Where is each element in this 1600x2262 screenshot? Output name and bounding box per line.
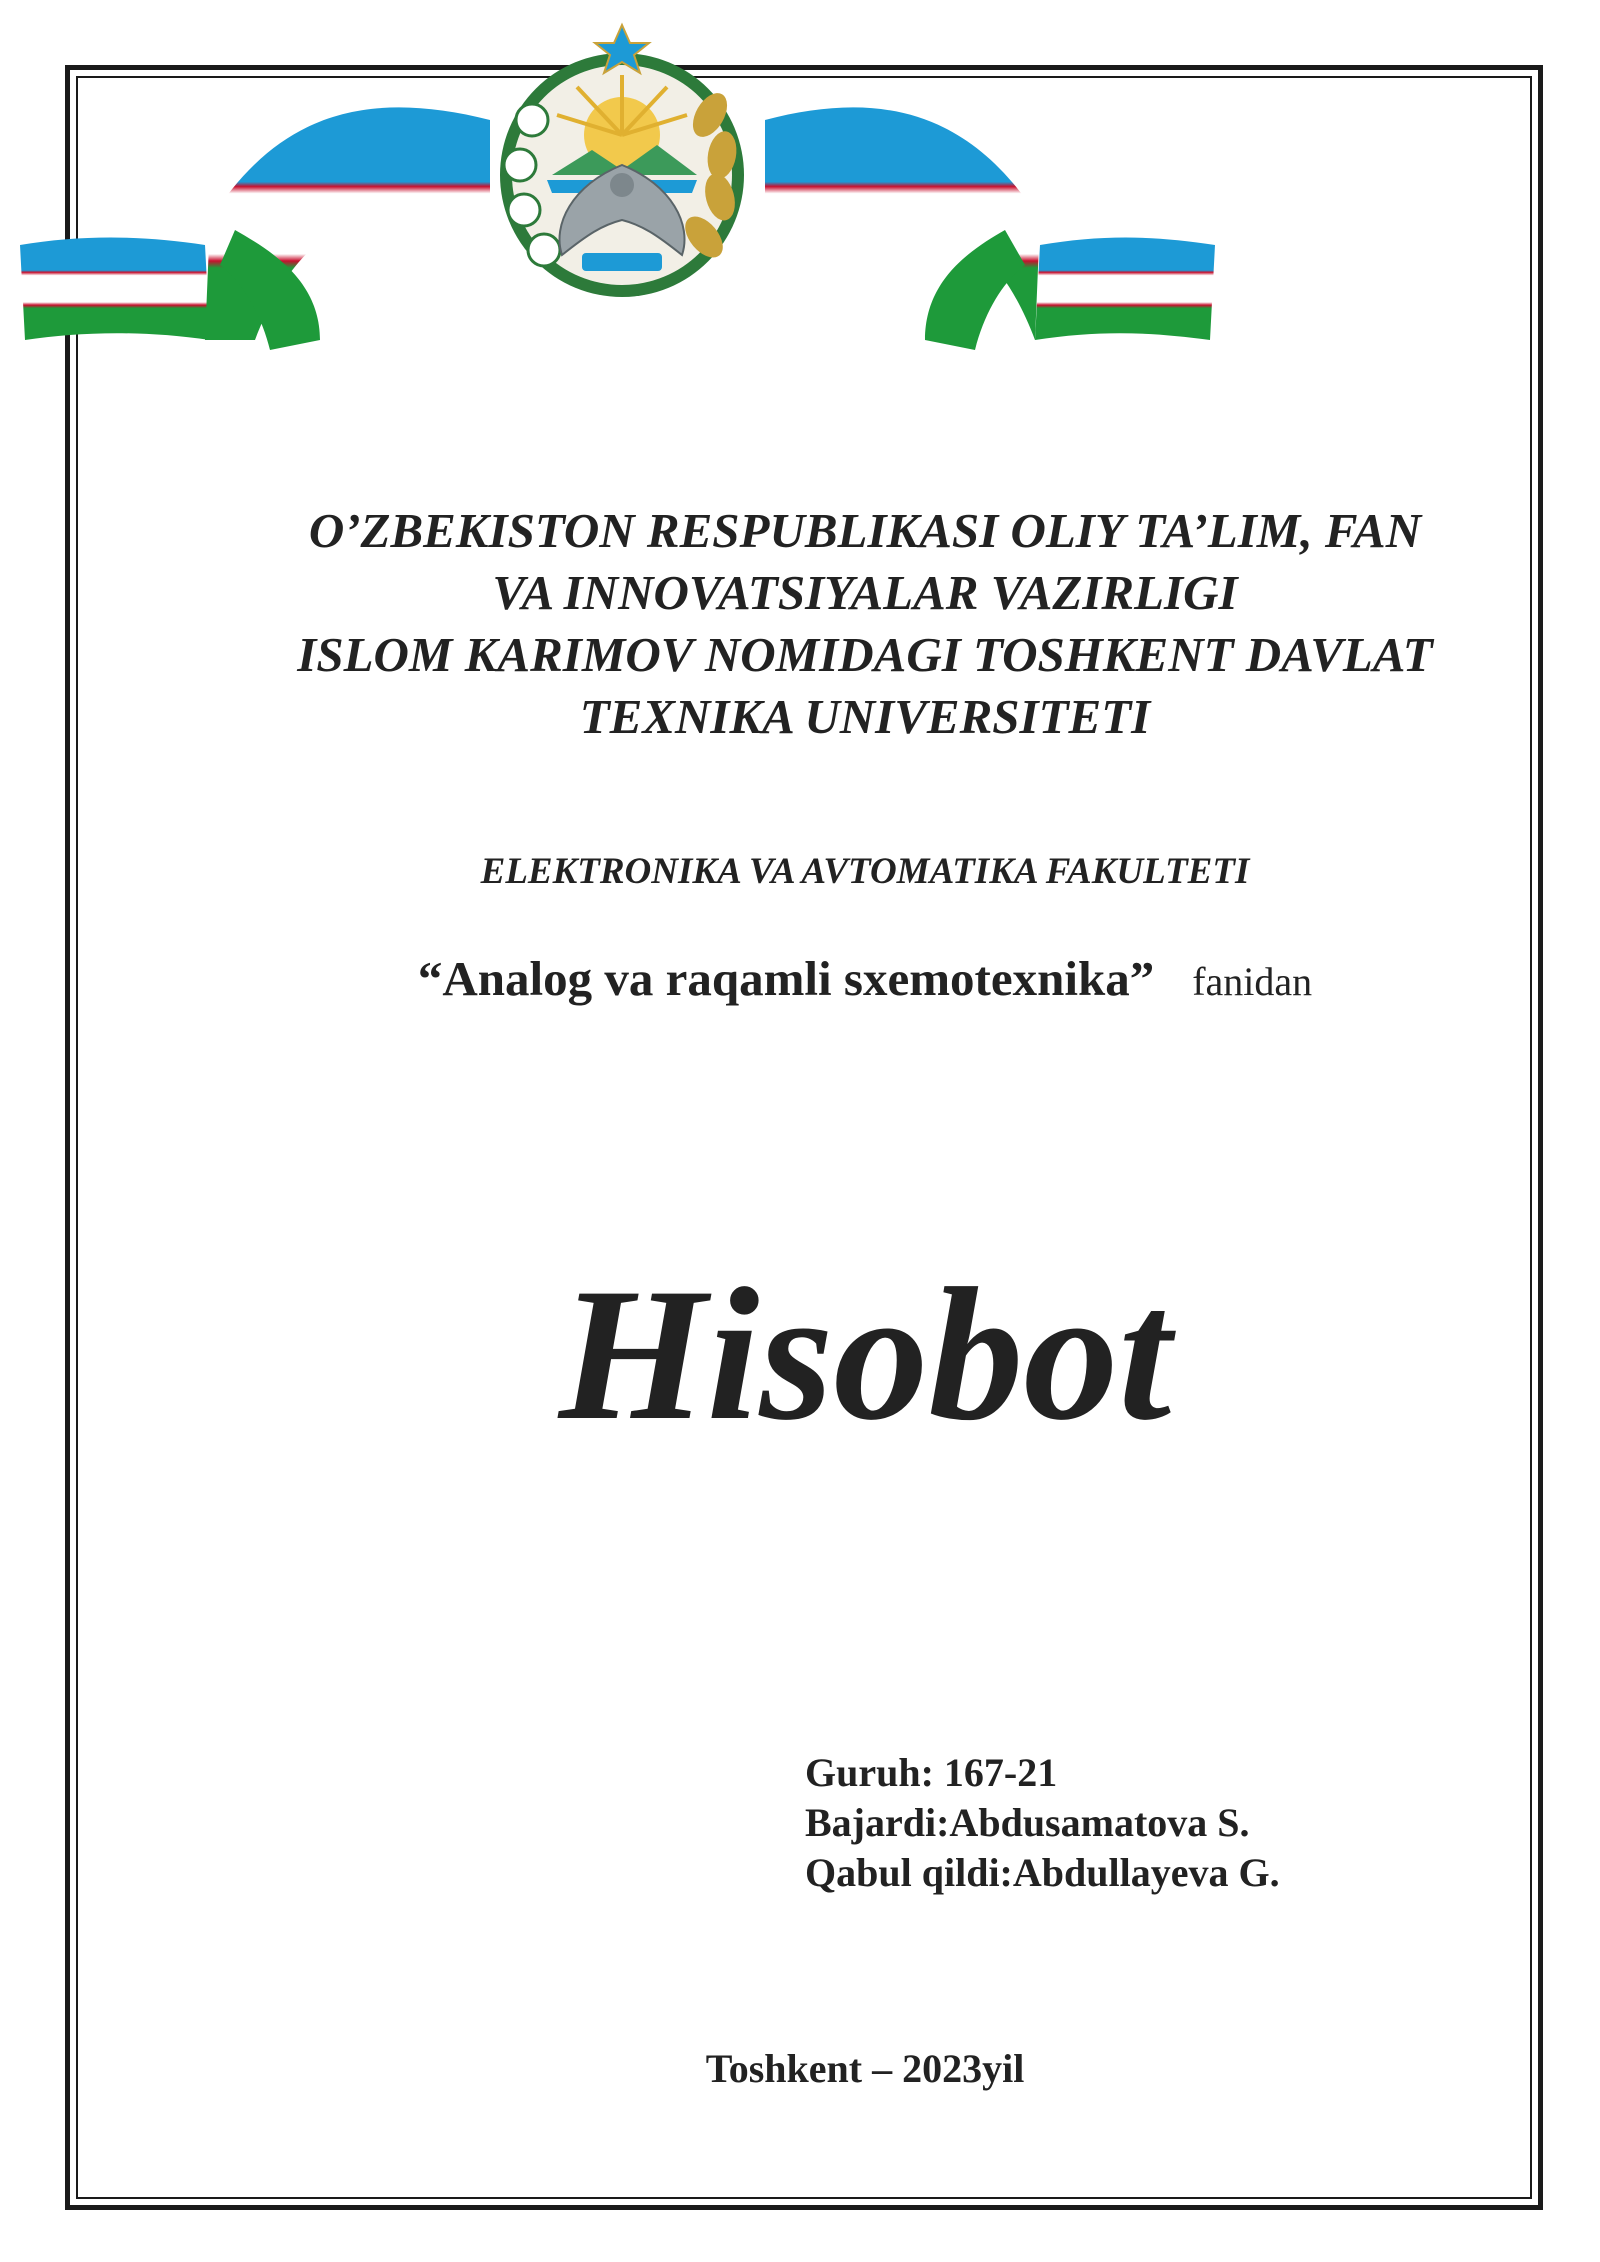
subject-title: “Analog va raqamli sxemotexnika” <box>417 951 1155 1006</box>
done-by-row: Bajardi:Abdusamatova S. <box>805 1800 1250 1845</box>
group-row: Guruh: 167-21 <box>805 1750 1058 1795</box>
faculty-name: ELEKTRONIKA VA AVTOMATIKA FAKULTETI <box>480 851 1250 892</box>
city-year-footer: Toshkent – 2023yil <box>705 2046 1025 2091</box>
header-line-4: TEXNIKA UNIVERSITETI <box>579 689 1151 744</box>
ministry-university-header <box>200 500 1530 748</box>
state-emblem-with-flag-ribbon <box>20 20 1220 360</box>
header-line-3: ISLOM KARIMOV NOMIDAGI TOSHKENT DAVLAT <box>297 627 1433 682</box>
flag-ribbon-right <box>765 107 1215 350</box>
flag-ribbon-left <box>20 107 490 350</box>
accepted-by-row: Qabul qildi:Abdullayeva G. <box>805 1850 1280 1895</box>
emblem-seal <box>500 25 744 297</box>
document-title: Hisobot <box>558 1250 1172 1460</box>
header-line-1: O’ZBEKISTON RESPUBLIKASI OLIY TA’LIM, FAN <box>308 503 1422 558</box>
student-info <box>805 1748 1280 1898</box>
subject-suffix: fanidan <box>1192 959 1313 1004</box>
subject-line <box>200 950 1530 1007</box>
page-border-inner <box>76 76 1532 2199</box>
header-line-2: VA INNOVATSIYALAR VAZIRLIGI <box>492 565 1238 620</box>
